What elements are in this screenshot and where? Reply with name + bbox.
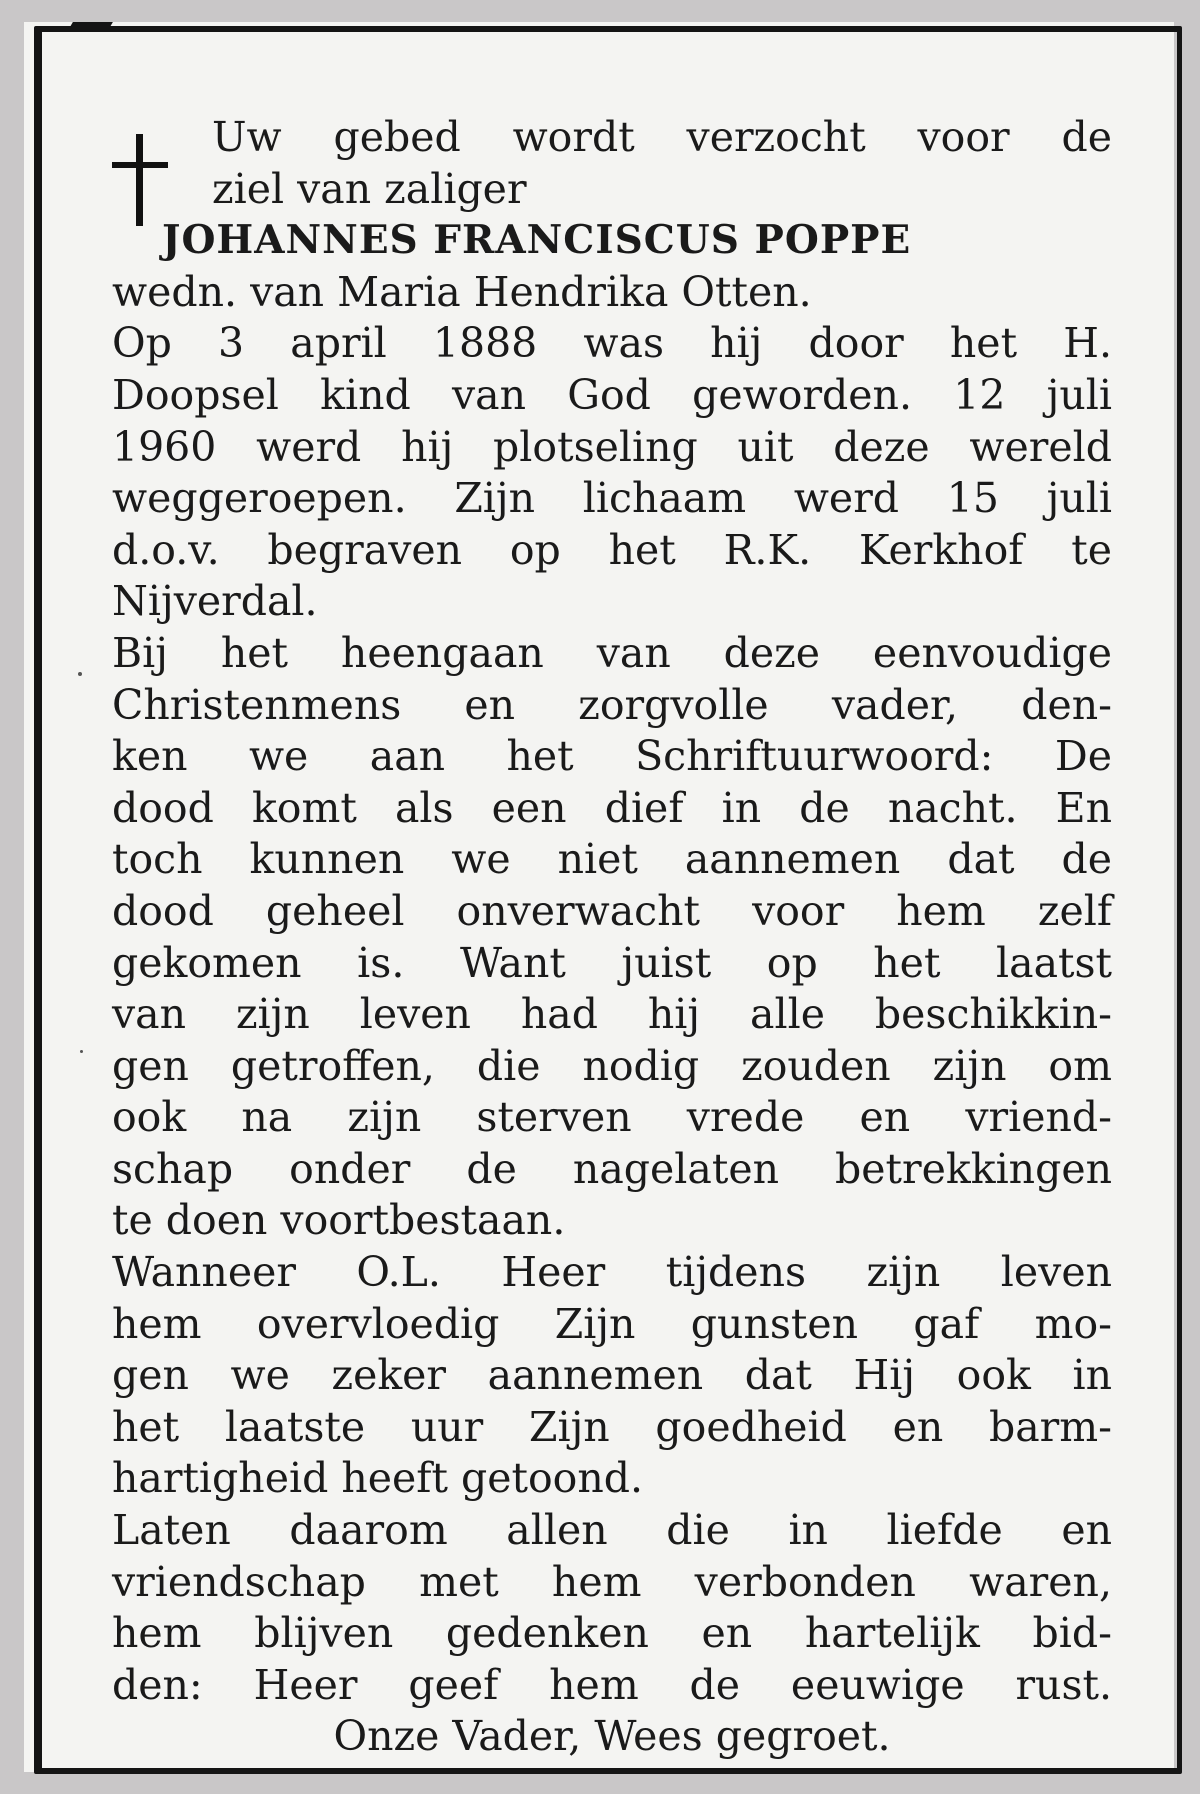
closing-line: den: Heer geef hem de eeuwige rust. (112, 1660, 1112, 1709)
grace-line: hartigheid heeft getoond. (112, 1454, 643, 1503)
closing-line: vriendschap met hem verbonden waren, (112, 1557, 1112, 1606)
biography-line: Doopsel kind van God geworden. 12 juli (112, 370, 1112, 419)
print-speck (78, 672, 82, 676)
closing-line: hem blijven gedenken en hartelijk bid- (112, 1609, 1112, 1658)
biography-line: Op 3 april 1888 was hij door het H. (112, 319, 1112, 368)
reflection-line: ken we aan het Schriftuurwoord: De (112, 732, 1112, 781)
closing-prayers: Onze Vader, Wees gegroet. (333, 1712, 891, 1761)
reflection-line: ook na zijn sterven vrede en vriend- (112, 1093, 1112, 1142)
memorial-text (112, 112, 1112, 1763)
prayer-request-line-2: ziel van zaliger (212, 164, 527, 213)
grace-line: Wanneer O.L. Heer tijdens zijn leven (112, 1248, 1112, 1297)
biography-line: weggeroepen. Zijn lichaam werd 15 juli (112, 474, 1112, 523)
grace-line: gen we zeker aannemen dat Hij ook in (112, 1351, 1112, 1400)
deceased-name: JOHANNES FRANCISCUS POPPE (162, 217, 912, 264)
widower-line: wedn. van Maria Hendrika Otten. (112, 267, 812, 316)
closing-line: Laten daarom allen die in liefde en (112, 1506, 1112, 1555)
reflection-line: gen getroffen, die nodig zouden zijn om (112, 1041, 1112, 1090)
reflection-line: van zijn leven had hij alle beschikkin- (112, 990, 1112, 1039)
reflection-line: Bij het heengaan van deze eenvoudige (112, 628, 1112, 677)
biography-line: 1960 werd hij plotseling uit deze wereld (112, 422, 1112, 471)
grace-line: hem overvloedig Zijn gunsten gaf mo- (112, 1299, 1112, 1348)
border-corner-mark (67, 22, 113, 32)
biography-line: d.o.v. begraven op het R.K. Kerkhof te (112, 525, 1112, 574)
prayer-request-line-1: Uw gebed wordt verzocht voor de (212, 113, 1112, 161)
reflection-line: toch kunnen we niet aannemen dat de (112, 835, 1112, 884)
reflection-line: Christenmens en zorgvolle vader, den- (112, 680, 1112, 729)
grace-line: het laatste uur Zijn goedheid en barm- (112, 1402, 1112, 1451)
biography-line: Nijverdal. (112, 577, 318, 626)
reflection-line: dood geheel onverwacht voor hem zelf (112, 886, 1112, 935)
reflection-line: schap onder de nagelaten betrekkingen (112, 1144, 1112, 1193)
reflection-line: te doen voortbestaan. (112, 1196, 566, 1245)
print-speck (80, 1050, 83, 1053)
reflection-line: dood komt als een dief in de nacht. En (112, 783, 1112, 832)
reflection-line: gekomen is. Want juist op het laatst (112, 938, 1112, 987)
